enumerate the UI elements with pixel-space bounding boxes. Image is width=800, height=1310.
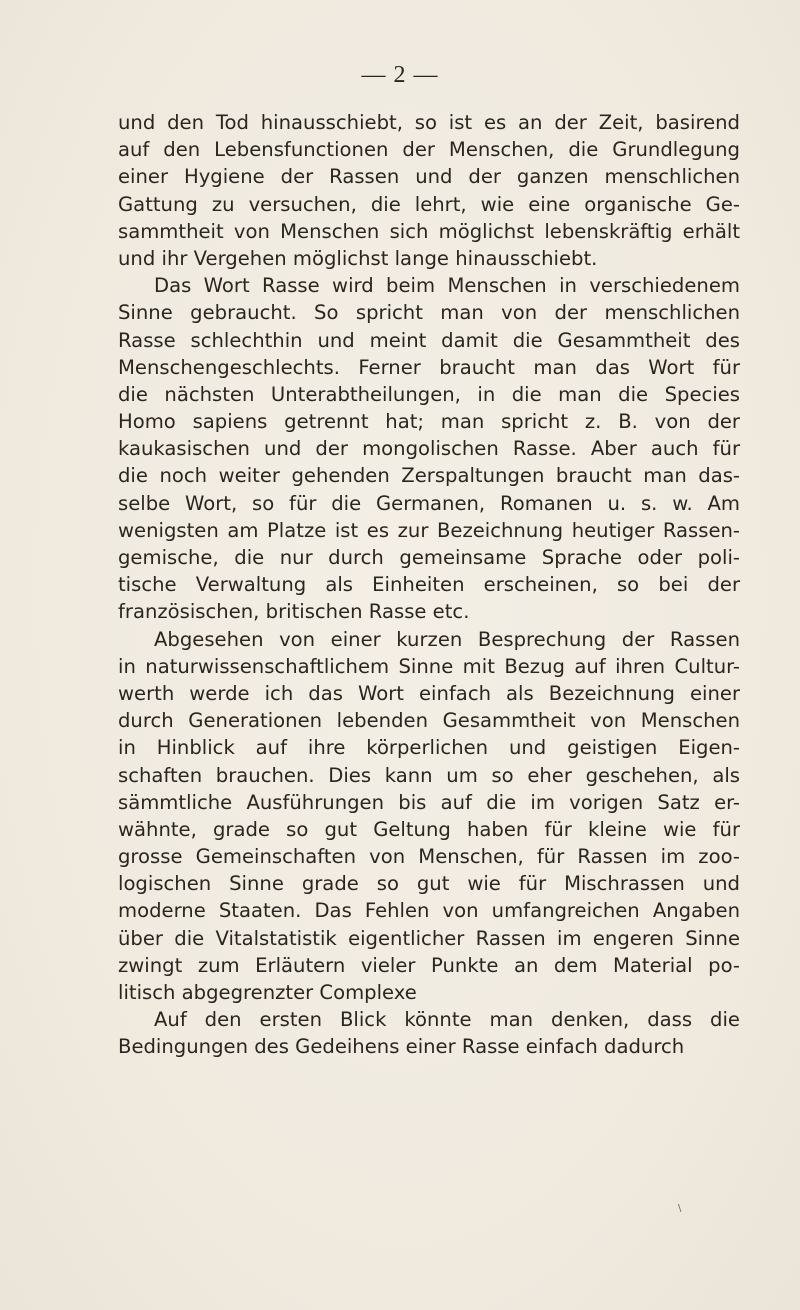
text-line: Rasse schlechthin und meint damit die Gesammtheit des [118,328,740,352]
text-line: und ihr Vergehen möglichst lange hinausschiebt. [118,246,598,270]
text-line: wähnte, grade so gut Geltung haben für kleine wie für [118,817,740,841]
text-line: grosse Gemeinschaften von Menschen, für Rassen im zoo- [118,845,740,869]
text-line: Homo sapiens getrennt hat; man spricht z. B. von der [118,410,740,434]
paragraph [118,109,740,272]
text-line: moderne Staaten. Das Fehlen von umfangreichen Angaben [118,899,740,923]
text-line: und den Tod hinausschiebt, so ist es an der Zeit, basirend [118,111,740,134]
text-line: tische Verwaltung als Einheiten erscheinen, so bei der [118,573,740,597]
text-line: Bedingungen des Gedeihens einer Rasse einfach dadurch [118,1035,685,1059]
paragraph [118,626,740,1007]
paragraph [118,1006,740,1060]
body-text [118,109,740,1061]
text-line: gemische, die nur durch gemeinsame Sprache oder poli- [118,546,740,569]
text-line: die nächsten Unterabtheilungen, in die man die Species [118,382,740,406]
text-line: sämmtliche Ausführungen bis auf die im vorigen Satz er- [118,790,740,814]
text-line: die noch weiter gehenden Zerspaltungen braucht man das- [118,464,740,488]
text-line: Abgesehen von einer kurzen Besprechung der Rassen [154,627,740,651]
paragraph [118,272,740,625]
text-line: sammtheit von Menschen sich möglichst lebenskräftig erhält [118,219,740,243]
text-line: Auf den ersten Blick könnte man denken, dass die [154,1008,740,1032]
text-line: in naturwissenschaftlichem Sinne mit Bezug auf ihren Cultur- [118,654,740,678]
text-line: auf den Lebensfunctionen der Menschen, die Grundlegung [118,138,740,162]
text-line: französischen, britischen Rasse etc. [118,600,470,624]
text-line: kaukasischen und der mongolischen Rasse. Aber auch für [118,437,740,461]
text-line: werth werde ich das Wort einfach als Bezeichnung einer [118,681,740,705]
text-line: in Hinblick auf ihre körperlichen und geistigen Eigen- [118,736,740,760]
text-line: Menschengeschlechts. Ferner braucht man das Wort für [118,355,740,379]
text-line: über die Vitalstatistik eigentlicher Rassen im engeren Sinne [118,926,740,950]
text-line: durch Generationen lebenden Gesammtheit von Menschen [118,709,740,733]
text-line: schaften brauchen. Dies kann um so eher geschehen, als [118,763,740,787]
text-line: selbe Wort, so für die Germanen, Romanen u. s. w. Am [118,491,740,515]
text-line: wenigsten am Platze ist es zur Bezeichnung heutiger Rassen- [118,518,740,542]
text-line: Das Wort Rasse wird beim Menschen in verschiedenem [154,274,740,298]
text-line: einer Hygiene der Rassen und der ganzen menschlichen [118,165,740,189]
text-line: zwingt zum Erläutern vieler Punkte an dem Material po- [118,953,740,977]
text-line: Gattung zu versuchen, die lehrt, wie eine organische Ge- [118,192,740,216]
ink-speck: \ [678,1203,682,1214]
text-line: logischen Sinne grade so gut wie für Mischrassen und [118,872,740,896]
text-line: Sinne gebraucht. So spricht man von der menschlichen [118,301,740,325]
page-number: — 2 — [361,62,439,88]
text-line: litisch abgegrenzter Complexe [118,981,417,1004]
